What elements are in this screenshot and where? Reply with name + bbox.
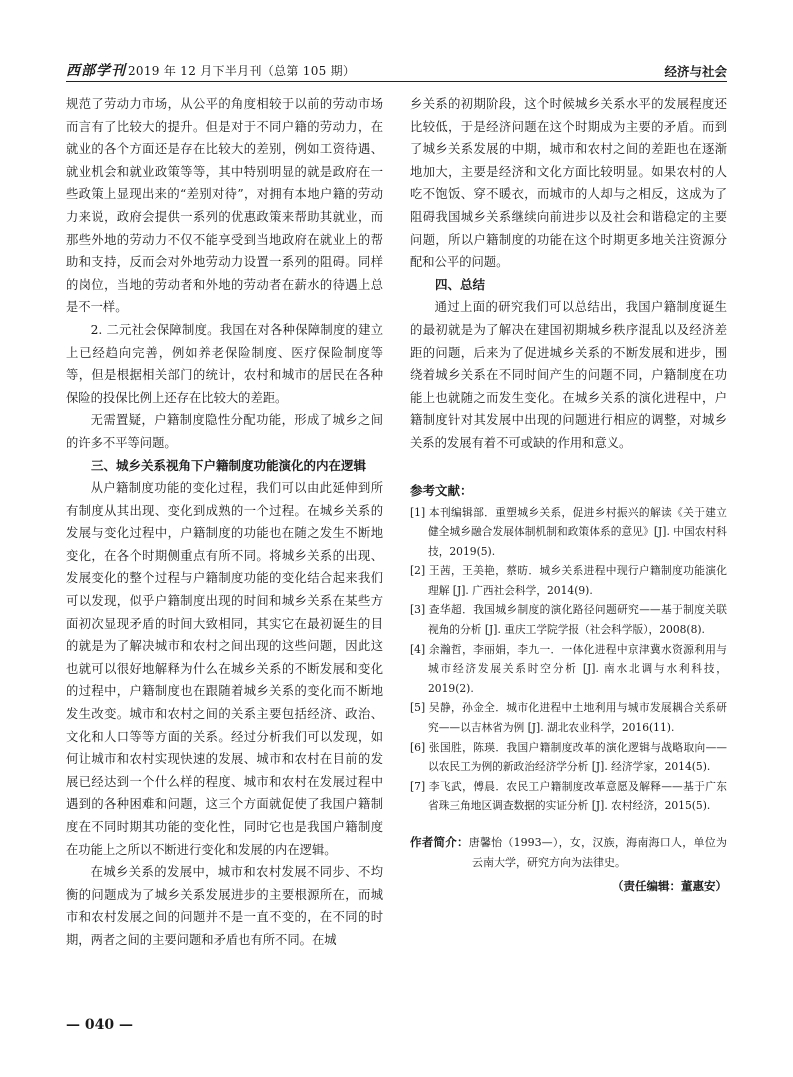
page-number: — 040 —	[66, 1017, 133, 1033]
reference-item: [3] 查华超．我国城乡制度的演化路径问题研究——基于制度关联视角的分析 [J]. 重庆工学院学报（社会科学版），2008(8).	[410, 603, 727, 637]
author-bio	[410, 832, 727, 873]
author-text: 唐馨怡（1993—），女，汉族，海南海口人，单位为云南大学，研究方向为法律史。	[468, 836, 727, 869]
responsible-editor: （责任编辑：董惠安）	[612, 879, 727, 893]
left-column	[66, 93, 383, 952]
paragraph: 通过上面的研究我们可以总结出，我国户籍制度诞生的最初就是为了解决在建国初期城乡秩序混乱以及经济差距的问题，后来为了促进城乡关系的不断发展和进步，围绕着城乡关系在不同时间产生的问题不同，户籍制度在功能上也就随之而发生变化。在城乡关系的演化进程中，户籍制度针对其发展中出现的问题进行相应的调整，对城乡关系的发展有着不可或缺的作用和意义。	[410, 300, 727, 450]
paragraph: 在城乡关系的发展中，城市和农村发展不同步、不均衡的问题成为了城乡关系发展进步的主要根源所在，而城市和农村发展之间的问题并不是一直不变的，在不同的时期，两者之间的主要问题和矛盾也有所不同。在城	[66, 865, 383, 947]
section-heading: 四、总结	[435, 276, 486, 292]
journal-logo: 西部学刊	[66, 63, 126, 79]
paragraph: 无需置疑，户籍制度隐性分配功能，形成了城乡之间的许多不平等问题。	[66, 413, 383, 450]
section-title: 经济与社会	[664, 64, 727, 79]
reference-item: [2] 王茜，王美艳，蔡昉．城乡关系进程中现行户籍制度功能演化理解 [J]. 广西社会科学，2014(9).	[410, 564, 727, 597]
references-list	[410, 503, 727, 817]
header-rule	[66, 81, 727, 82]
reference-item: [5] 吴静，孙金全．城市化进程中土地利用与城市发展耦合关系研究——以吉林省为例 [J]. 湖北农业科学，2016(11).	[410, 701, 727, 735]
right-column	[410, 93, 727, 897]
paragraph: 从户籍制度功能的变化过程，我们可以由此延伸到所有制度从其出现、变化到成熟的一个过程。在城乡关系的发展与变化过程中，户籍制度的功能也在随之发生不断地变化，在各个时期侧重点有所不同。将城乡关系的出现、发展变化的整个过程与户籍制度功能的变化结合起来我们可以发现，似乎户籍制度出现的时间和城乡关系在某些方面初次显现矛盾的时间大致相同，其实它在最初诞生的目的就是为了解决城市和农村之间出现的这些问题，因此这也就可以很好地解释为什么在城乡关系的不断发展和变化的过程中，户籍制度也在跟随着城乡关系的变化而不断地发生改变。城市和农村之间的关系主要包括经济、政治、文化和人口等等方面的关系。经过分析我们可以发现，如何让城市和农村实现快速的发展、城市和农村在目前的发展已经达到一个什么样的程度、城市和农村在发展过程中遇到的各种困难和问题，这三个方面就促使了我国户籍制度在不同时期其功能的变化性，同时它也是我国户籍制度在功能上之所以不断进行变化和发展的内在逻辑。	[66, 481, 383, 857]
reference-item: [1] 本刊编辑部．重塑城乡关系，促进乡村振兴的解读《关于建立健全城乡融合发展体制机制和政策体系的意见》[J]. 中国农村科技，2019(5).	[410, 505, 727, 558]
paragraph: 2. 二元社会保障制度。我国在对各种保障制度的建立上已经趋向完善，例如养老保险制度、医疗保险制度等等，但是根据相关部门的统计，农村和城市的居民在各种保险的投保比例上还存在比较大的差距。	[66, 322, 383, 405]
journal-header-left	[66, 60, 355, 80]
issue-info: 2019 年 12 月下半月刊（总第 105 期）	[128, 64, 356, 78]
author-label: 作者简介：	[410, 835, 469, 849]
page-header	[66, 58, 727, 82]
paragraph: 乡关系的初期阶段，这个时候城乡关系水平的发展程度还比较低，于是经济问题在这个时期成为主要的矛盾。而到了城乡关系发展的中期，城市和农村之间的差距也在逐渐地加大，主要是经济和文化方面比较明显。如果农村的人吃不饱饭、穿不暖衣，而城市的人却与之相反，这成为了阻碍我国城乡关系继续向前进步以及社会和谐稳定的主要问题，所以户籍制度的功能在这个时期更多地关注资源分配和公平的问题。	[410, 97, 727, 270]
reference-item: [6] 张国胜，陈瑛．我国户籍制度改革的演化逻辑与战略取向——以农民工为例的新政治经济学分析 [J]. 经济学家，2014(5).	[410, 740, 727, 774]
reference-item: [4] 余瀚哲，李丽娟，李九一．一体化进程中京津冀水资源利用与城市经济发展关系时空分析 [J]. 南水北调与水利科技，2019(2).	[410, 642, 727, 695]
paragraph: 规范了劳动力市场，从公平的角度相较于以前的劳动市场而言有了比较大的提升。但是对于不同户籍的劳动力，在就业的各个方面还是存在比较大的差别，例如工资待遇、就业机会和就业政策等等，其中特别明显的就是政府在一些政策上显现出来的“差别对待”，对拥有本地户籍的劳动力来说，政府会提供一系列的优惠政策来帮助其就业，而那些外地的劳动力不仅不能享受到当地政府在就业上的帮助和支持，反而会对外地劳动力设置一系列的阻碍。同样的岗位，当地的劳动者和外地的劳动者在薪水的待遇上总是不一样。	[66, 97, 383, 315]
references-title: 参考文献：	[410, 482, 473, 498]
reference-item: [7] 李飞武，傅晨．农民工户籍制度改革意愿及解释——基于广东省珠三角地区调查数据的实证分析 [J]. 农村经济，2015(5).	[410, 779, 727, 813]
section-heading: 三、城乡关系视角下户籍制度功能演化的内在逻辑	[91, 457, 367, 473]
